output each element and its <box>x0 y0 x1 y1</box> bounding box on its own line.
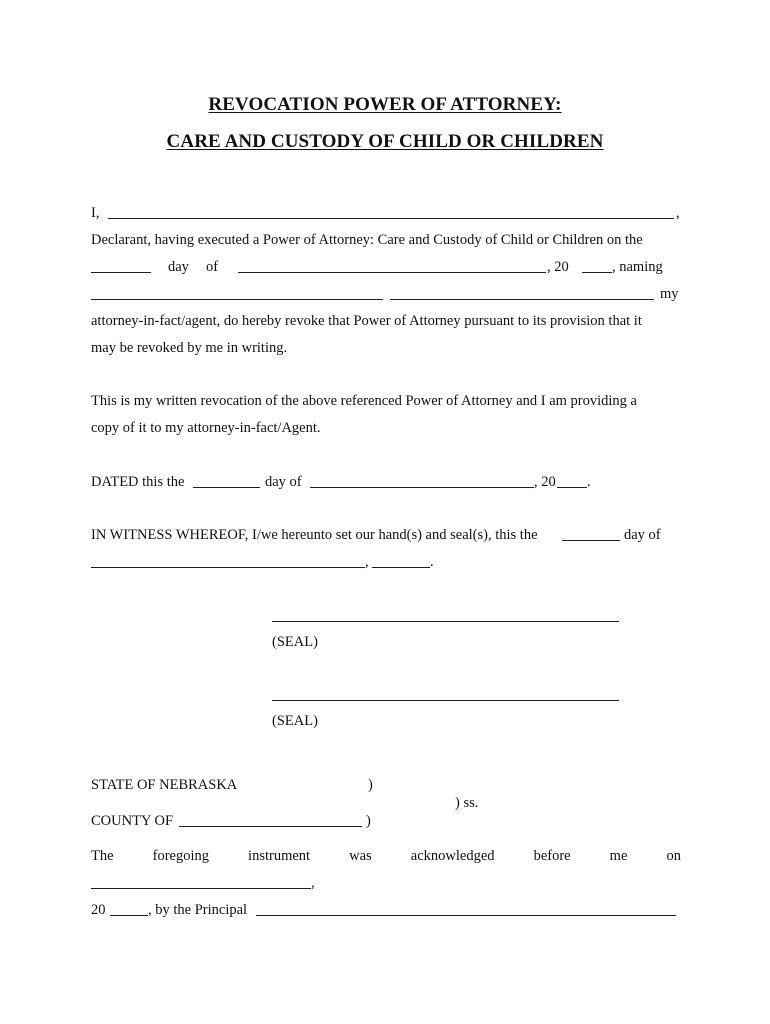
dated-day-field[interactable] <box>193 473 260 488</box>
declarant-i-label: I, <box>91 205 100 221</box>
witness-year-field[interactable] <box>372 553 430 568</box>
para2-line1: This is my written revocation of the above referenced Power of Attorney and I am providing a <box>91 393 637 409</box>
document-title-line1: REVOCATION POWER OF ATTORNEY: <box>208 94 562 115</box>
principal-label: , by the Principal <box>148 902 248 918</box>
dated-month-field[interactable] <box>310 473 534 488</box>
poa-year-field[interactable] <box>582 258 612 273</box>
ack-word: The <box>91 848 114 864</box>
ss-label: ) ss. <box>455 795 479 811</box>
dated-year-prefix: , 20 <box>534 474 556 490</box>
ack-word: foregoing <box>152 848 209 864</box>
ack-comma: , <box>311 875 315 891</box>
para2-line2: copy of it to my attorney-in-fact/Agent. <box>91 420 321 436</box>
acknowledgment-line <box>91 847 681 865</box>
dated-year-field[interactable] <box>557 473 587 488</box>
ack-word: was <box>349 848 372 864</box>
poa-naming-label: , naming <box>612 259 663 275</box>
witness-comma: , <box>365 554 369 570</box>
ack-word: instrument <box>248 848 311 864</box>
state-label: STATE OF NEBRASKA <box>91 777 238 793</box>
poa-month-field[interactable] <box>238 258 546 273</box>
signature-line-1[interactable] <box>272 621 619 622</box>
para1-line5: attorney-in-fact/agent, do hereby revoke that Power of Attorney pursuant to its provision that it <box>91 313 642 329</box>
witness-day-field[interactable] <box>562 526 620 541</box>
principal-name-field[interactable] <box>256 901 676 916</box>
para1-my: my <box>660 286 679 302</box>
ack-word: me <box>609 848 628 864</box>
witness-month-field[interactable] <box>91 553 365 568</box>
ack-word: on <box>666 848 681 864</box>
dated-period: . <box>587 474 591 490</box>
county-field[interactable] <box>179 812 362 827</box>
para1-line6: may be revoked by me in writing. <box>91 340 288 356</box>
dated-label: DATED this the <box>91 474 185 490</box>
declarant-comma: , <box>676 205 680 221</box>
poa-day-field[interactable] <box>91 258 151 273</box>
dated-day-of-label: day of <box>265 474 302 490</box>
poa-day-label: day <box>168 259 189 275</box>
principal-year-prefix: 20 <box>91 902 106 918</box>
ack-word: acknowledged <box>410 848 495 864</box>
signature-line-2[interactable] <box>272 700 619 701</box>
principal-year-field[interactable] <box>110 901 148 916</box>
witness-period: . <box>430 554 434 570</box>
poa-of-label: of <box>206 259 219 275</box>
para1-line2: Declarant, having executed a Power of Attorney: Care and Custody of Child or Children on the <box>91 232 643 248</box>
seal-label-1: (SEAL) <box>272 634 318 650</box>
county-label: COUNTY OF <box>91 813 174 829</box>
witness-text: IN WITNESS WHEREOF, I/we hereunto set our hand(s) and seal(s), this the <box>91 527 538 543</box>
seal-label-2: (SEAL) <box>272 713 318 729</box>
agent-name-field-1[interactable] <box>91 285 383 300</box>
witness-day-of-label: day of <box>624 527 661 543</box>
poa-year-prefix: , 20 <box>547 259 569 275</box>
agent-name-field-2[interactable] <box>390 285 654 300</box>
county-paren: ) <box>366 813 371 829</box>
state-paren: ) <box>368 777 373 793</box>
ack-date-field[interactable] <box>91 874 311 889</box>
document-title-line2: CARE AND CUSTODY OF CHILD OR CHILDREN <box>166 131 604 152</box>
ack-word: before <box>533 848 571 864</box>
declarant-name-field[interactable] <box>108 204 674 219</box>
